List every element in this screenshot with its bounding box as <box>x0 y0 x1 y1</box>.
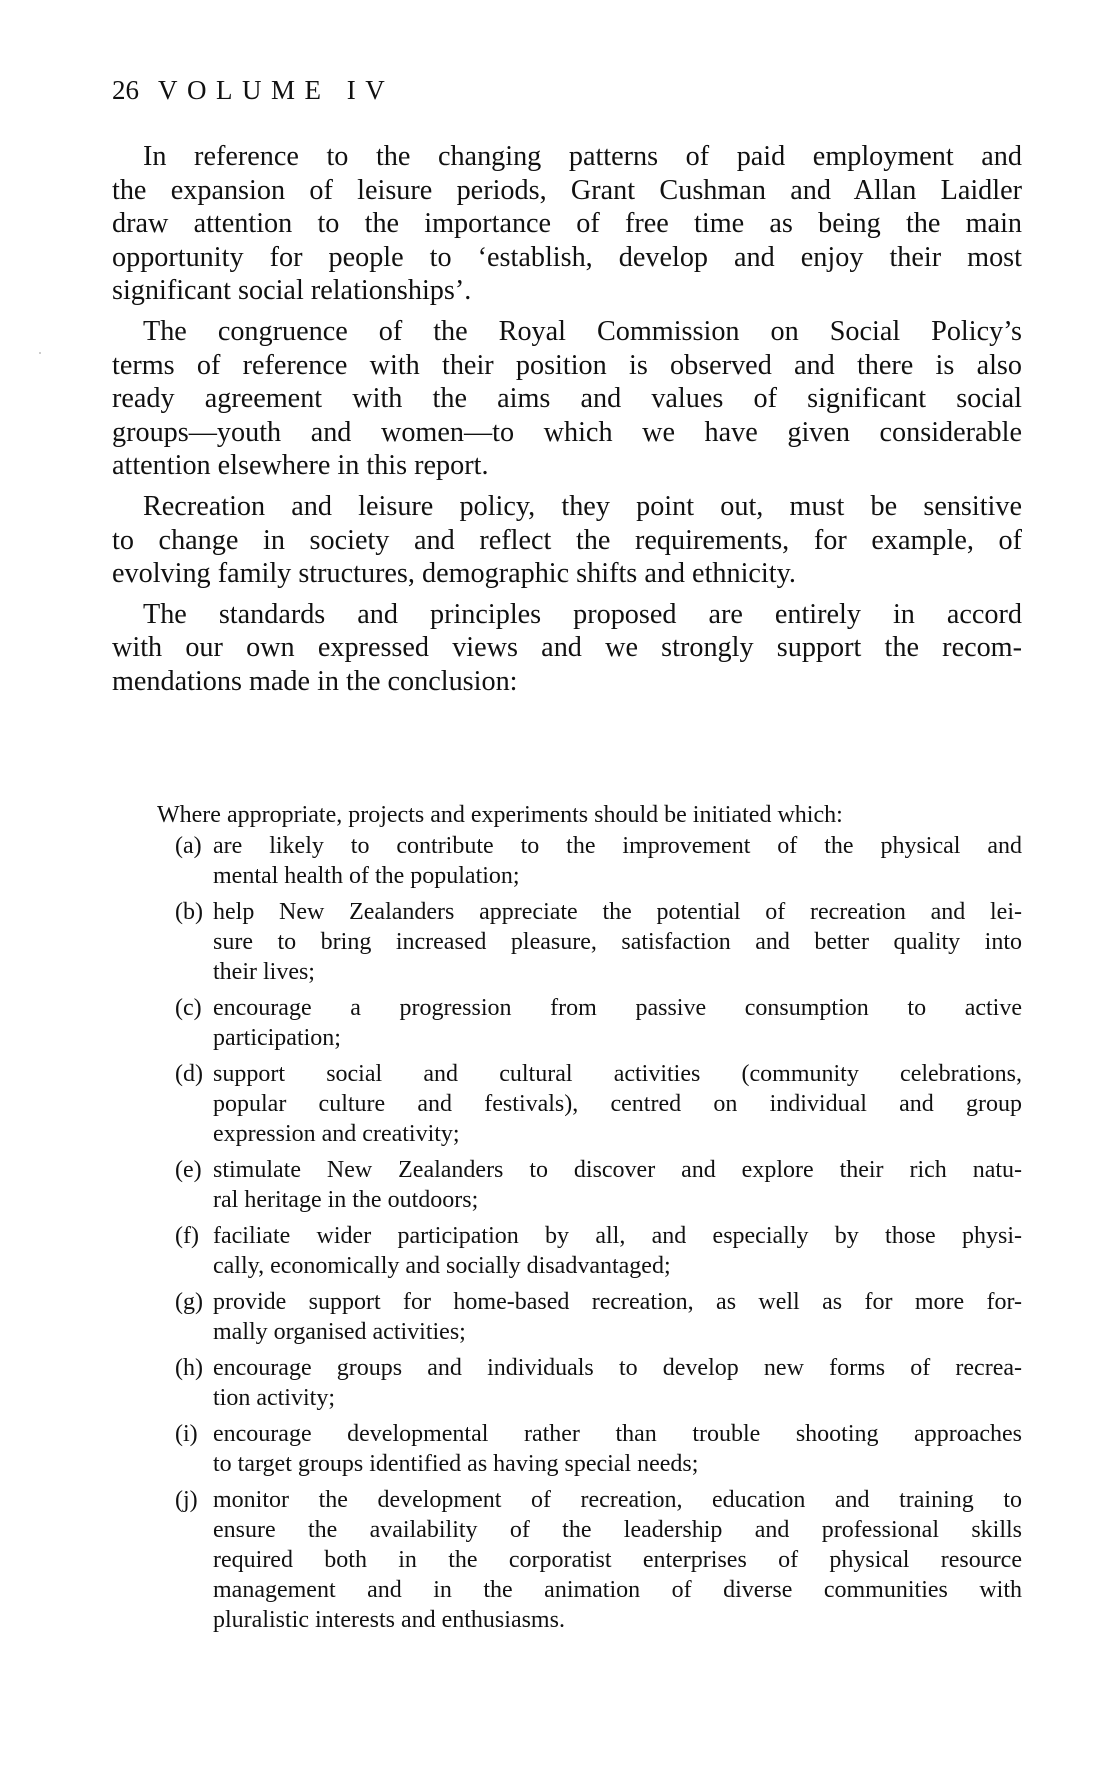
paragraph-leisure-cushman-laidler <box>112 140 1022 308</box>
list-item-line: faciliate wider participation by all, and especially by those physi- <box>213 1223 1022 1249</box>
volume-title: VOLUME IV <box>158 75 395 105</box>
list-item-line: popular culture and festivals), centred on individual and group <box>213 1091 1022 1117</box>
paragraph-line: with our own expressed views and we strongly support the recom- <box>112 632 1022 664</box>
list-item-line: to target groups identified as having special needs; <box>213 1451 699 1477</box>
list-item-i <box>112 1419 1022 1479</box>
list-item-line: required both in the corporatist enterprises of physical resource <box>213 1547 1022 1573</box>
list-item-label: (d) <box>175 1061 203 1087</box>
list-item-j <box>112 1485 1022 1635</box>
list-item-g <box>112 1287 1022 1347</box>
list-item-line: their lives; <box>213 959 315 985</box>
page-number: 26 <box>112 75 139 105</box>
list-item-line: participation; <box>213 1025 341 1051</box>
list-item-h <box>112 1353 1022 1413</box>
list-item-b <box>112 897 1022 987</box>
list-item-line: monitor the development of recreation, education and training to <box>213 1487 1022 1513</box>
list-item-label: (g) <box>175 1289 203 1315</box>
list-item-line: support social and cultural activities (community celebrations, <box>213 1061 1022 1087</box>
list-item-label: (f) <box>175 1223 199 1249</box>
paragraph-line: evolving family structures, demographic shifts and ethnicity. <box>112 558 796 590</box>
paragraph-line: draw attention to the importance of free time as being the main <box>112 208 1022 240</box>
list-item-line: cally, economically and socially disadvantaged; <box>213 1253 671 1279</box>
list-item-line: provide support for home-based recreation, as well as for more for- <box>213 1289 1022 1315</box>
paragraph-line: to change in society and reflect the requirements, for example, of <box>112 524 1022 556</box>
list-item-line: management and in the animation of diverse communities with <box>213 1577 1022 1603</box>
paragraph-standards-principles <box>112 598 1022 699</box>
list-item-c <box>112 993 1022 1053</box>
list-item-line: pluralistic interests and enthusiasms. <box>213 1607 565 1633</box>
paragraph-line: mendations made in the conclusion: <box>112 665 518 697</box>
paragraph-line: Recreation and leisure policy, they point out, must be sensitive <box>143 490 1022 522</box>
list-item-label: (h) <box>175 1355 203 1381</box>
paragraph-line: attention elsewhere in this report. <box>112 450 489 482</box>
paragraph-royal-commission <box>112 315 1022 483</box>
paragraph-line: the expansion of leisure periods, Grant Cushman and Allan Laidler <box>112 174 1022 206</box>
list-item-d <box>112 1059 1022 1149</box>
list-item-line: mental health of the population; <box>213 863 520 889</box>
running-head <box>112 74 394 106</box>
list-item-line: encourage groups and individuals to develop new forms of recrea- <box>213 1355 1022 1381</box>
list-item-label: (b) <box>175 899 203 925</box>
paragraph-line: significant social relationships’. <box>112 275 472 307</box>
paragraph-line: ready agreement with the aims and values of significant social <box>112 383 1022 415</box>
paragraph-line: opportunity for people to ‘establish, develop and enjoy their most <box>112 241 1022 273</box>
body-text <box>112 140 1022 706</box>
list-item-line: ensure the availability of the leadership and professional skills <box>213 1517 1022 1543</box>
list-item-label: (c) <box>175 995 202 1021</box>
list-item-line: encourage developmental rather than trouble shooting approaches <box>213 1421 1022 1447</box>
list-item-e <box>112 1155 1022 1215</box>
quotation-lead: Where appropriate, projects and experiments should be initiated which: <box>157 802 843 828</box>
list-item-a <box>112 831 1022 891</box>
list-item-line: help New Zealanders appreciate the potential of recreation and lei- <box>213 899 1022 925</box>
list-item-line: expression and creativity; <box>213 1121 460 1147</box>
list-item-line: stimulate New Zealanders to discover and explore their rich natu- <box>213 1157 1022 1183</box>
scan-speck <box>39 352 41 354</box>
list-item-label: (e) <box>175 1157 202 1183</box>
list-item-line: tion activity; <box>213 1385 335 1411</box>
paragraph-line: In reference to the changing patterns of paid employment and <box>143 141 1022 172</box>
list-item-line: mally organised activities; <box>213 1319 466 1345</box>
paragraph-line: The standards and principles proposed are entirely in accord <box>143 598 1022 630</box>
list-item-label: (j) <box>175 1487 198 1513</box>
list-item-label: (a) <box>175 833 202 859</box>
paragraph-recreation-policy <box>112 490 1022 591</box>
list-item-f <box>112 1221 1022 1281</box>
list-item-line: are likely to contribute to the improvement of the physical and <box>213 833 1022 859</box>
paragraph-line: groups—youth and women—to which we have given considerable <box>112 416 1022 448</box>
block-quotation <box>112 799 1022 1641</box>
list-item-line: ral heritage in the outdoors; <box>213 1187 479 1213</box>
paragraph-line: terms of reference with their position is observed and there is also <box>112 349 1022 381</box>
list-item-line: encourage a progression from passive consumption to active <box>213 995 1022 1021</box>
list-item-label: (i) <box>175 1421 198 1447</box>
list-item-line: sure to bring increased pleasure, satisfaction and better quality into <box>213 929 1022 955</box>
paragraph-line: The congruence of the Royal Commission on Social Policy’s <box>143 315 1022 347</box>
